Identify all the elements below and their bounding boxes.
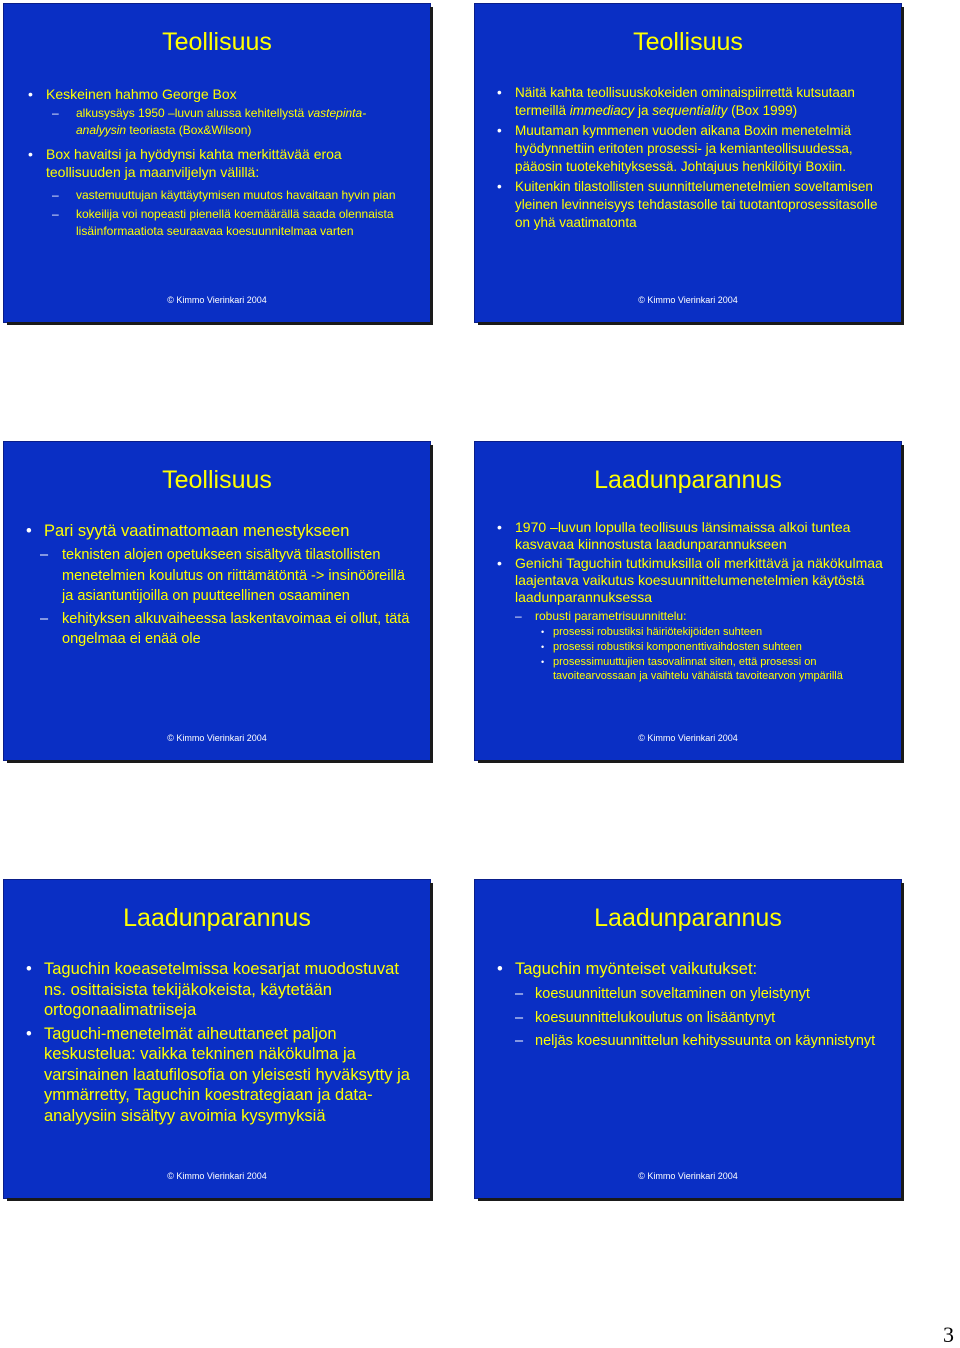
sub-bullet: – teknisten alojen opetukseen sisältyvä tilastollisten menetelmien koulutus on riittämätöntä -> insinööreillä ja asiantuntijoilla on puutteellinen osaaminen [24,545,416,607]
sub-sub-bullet: • prosessi robustiksi komponenttivaihdosten suhteen [495,640,887,654]
italic-term: immediacy [569,103,635,118]
slide-body [495,959,887,1052]
slide-title: Teollisuus [162,466,272,494]
sub-sub-bullet: • prosessimuuttujien tasovalinnat siten, että prosessi on tavoitearvossaan ja vaihtelu vähäistä tavoitearvon ympärillä [495,655,887,683]
bullet: • 1970 –luvun lopulla teollisuus länsimaissa alkoi tuntea kasvavaa kiinnostusta laadunparannukseen [495,519,887,553]
copyright: © Kimmo Vierinkari 2004 [638,1171,738,1181]
slide-3 [4,442,430,760]
bullet: • Genichi Taguchin tutkimuksilla oli merkittävä ja näkökulmaa laajentava vaikutus koesuunnittelumenetelmien käytöstä laadunparannuksessa [495,555,887,606]
copyright: © Kimmo Vierinkari 2004 [638,733,738,743]
bullet: • Pari syytä vaatimattomaan menestykseen [24,521,416,542]
slide-1 [4,4,430,322]
bullet: • Muutaman kymmenen vuoden aikana Boxin menetelmiä hyödynnettiin eritoten prosessi- ja kemianteollisuudessa, pääosin tuotekehityksessä. Johtajuus henkilöityi Boxiin. [495,122,887,176]
bullet [495,84,887,120]
sub-bullet: – koesuunnittelun soveltaminen on yleistynyt [495,984,887,1005]
slide-title: Laadunparannus [123,904,311,932]
bullet-text: ja [634,103,653,118]
sub-bullet: – kokeilija voi nopeasti pienellä koemäärällä saada olennaista lisäinformaatiota seuraavaa koesuunnitelmaa varten [26,206,416,240]
slide-body [24,956,416,1126]
italic-term: sequentiality [652,103,728,118]
slide-6 [475,880,901,1198]
copyright: © Kimmo Vierinkari 2004 [167,295,267,305]
sub-bullet: – kehityksen alkuvaiheessa laskentavoimaa ei ollut, tätä ongelmaa ei enää ole [24,609,416,650]
sub-bullet [26,105,416,139]
italic-term: vastepinta-analyysin [76,106,367,137]
sub-bullet: – neljäs koesuunnittelun kehityssuunta on käynnistynyt [495,1031,887,1052]
sub-bullet-text: alkusysäys 1950 –luvun alussa kehitellystä [76,106,305,120]
slide-body [495,82,887,232]
copyright: © Kimmo Vierinkari 2004 [167,1171,267,1181]
copyright: © Kimmo Vierinkari 2004 [167,733,267,743]
slide-body [24,521,416,650]
bullet: • Taguchin koeasetelmissa koesarjat muodostuvat ns. osittaisista tekijäkokeista, käytetään ortogonaalimatriiseja [24,959,416,1021]
slide-body [495,517,887,683]
sub-bullet: – vastemuuttujan käyttäytymisen muutos havaitaan hyvin pian [26,187,416,204]
sub-bullet-text: teoriasta (Box&Wilson) [126,123,252,137]
slide-title: Laadunparannus [594,904,782,932]
bullet: • Kuitenkin tilastollisten suunnittelumenetelmien soveltamisen yleinen levinneisyys tehdastasolle tai tuotantoprosessitasolle on yhä vaatimatonta [495,178,887,232]
bullet-text: Näitä kahta teollisuuskokeiden ominaispiirrettä kutsutaan termeillä [515,85,855,118]
slide-title: Laadunparannus [594,466,782,494]
slide-title: Teollisuus [162,28,272,56]
bullet: • Taguchi-menetelmät aiheuttaneet paljon keskustelua: vaikka tekninen näkökulma ja varsinainen laatufilosofia on yleisesti hyväksytty ja ymmärretty, Taguchin koestrategiaan ja data-analyysiin sisältyy avoimia kysymyksiä [24,1024,416,1127]
sub-bullet: – koesuunnittelukoulutus on lisääntynyt [495,1008,887,1029]
slide-body [26,84,416,240]
sub-bullet: – robusti parametrisuunnittelu: [495,608,887,624]
copyright: © Kimmo Vierinkari 2004 [638,295,738,305]
bullet: • Keskeinen hahmo George Box [26,85,416,103]
sub-sub-bullet: • prosessi robustiksi häiriötekijöiden suhteen [495,625,887,639]
slide-4 [475,442,901,760]
slide-5 [4,880,430,1198]
page-number: 3 [943,1322,954,1347]
slide-2 [475,4,901,322]
slide-title: Teollisuus [633,28,743,56]
bullet: • Box havaitsi ja hyödynsi kahta merkittävää eroa teollisuuden ja maanviljelyn välillä: [26,145,416,181]
bullet: • Taguchin myönteiset vaikutukset: [495,959,887,980]
bullet-text: (Box 1999) [727,103,798,118]
